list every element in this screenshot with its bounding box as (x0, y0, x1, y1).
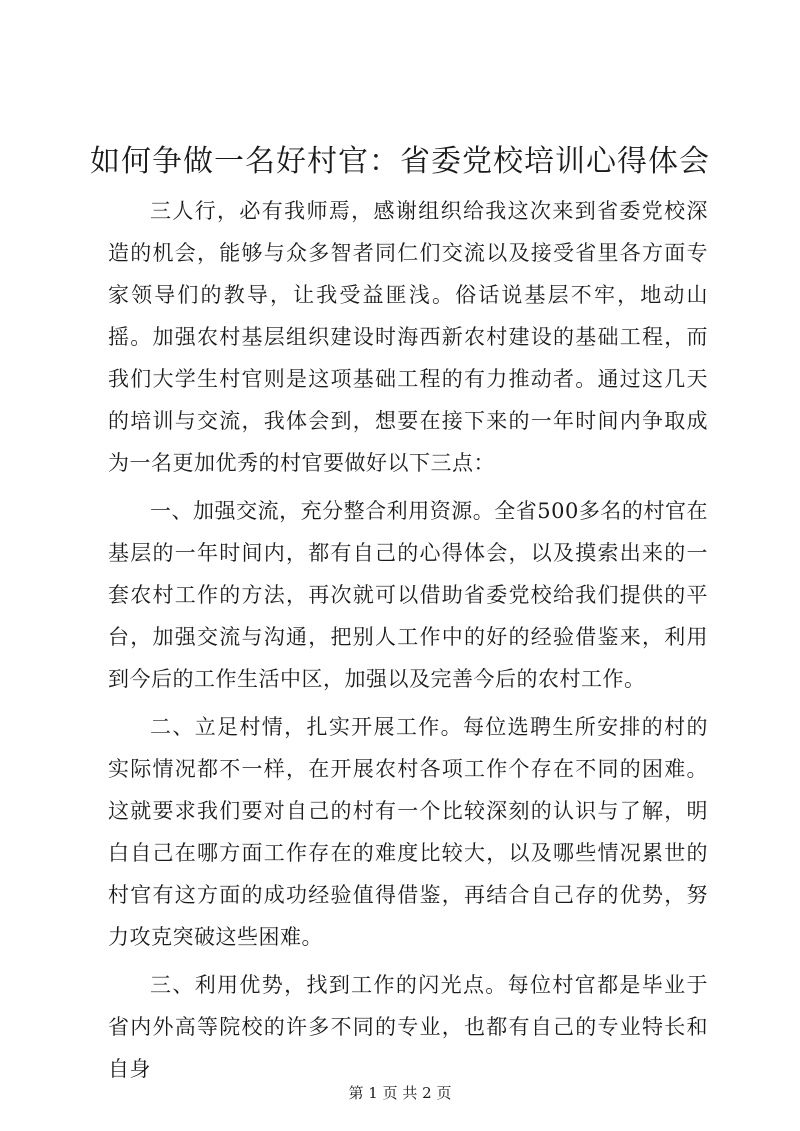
paragraph-point-three: 三、利用优势，找到工作的闪光点。每位村官都是毕业于省内外高等院校的许多不同的专业，也都有自己的专业特长和自身 (108, 973, 708, 1081)
paragraph-point-one: 一、加强交流，充分整合利用资源。全省500多名的村官在基层的一年时间内，都有自己的心得体会，以及摸索出来的一套农村工作的方法，再次就可以借助省委党校给我们提供的平台，加强交流与沟通，把别人工作中的好的经验借鉴来，利用到今后的工作生活中区，加强以及完善今后的农村工作。 (108, 499, 708, 691)
paragraph-intro: 三人行，必有我师焉，感谢组织给我这次来到省委党校深造的机会，能够与众多智者同仁们交流以及接受省里各方面专家领导们的教导，让我受益匪浅。俗话说基层不牢，地动山摇。加强农村基层组织建设时海西新农村建设的基础工程，而我们大学生村官则是这项基础工程的有力推动者。通过这几天的培训与交流，我体会到，想要在接下来的一年时间内争取成为一名更加优秀的村官要做好以下三点： (108, 199, 708, 475)
page-number-footer: 第 1 页 共 2 页 (348, 1084, 452, 1102)
document-title: 如何争做一名好村官：省委党校培训心得体会 (90, 144, 710, 179)
paragraph-point-two: 二、立足村情，扎实开展工作。每位选聘生所安排的村的实际情况都不一样，在开展农村各项工作个存在不同的困难。这就要求我们要对自己的村有一个比较深刻的认识与了解，明白自己在哪方面工作存在的难度比较大，以及哪些情况累世的村官有这方面的成功经验值得借鉴，再结合自己存的优势，努力攻克突破这些困难。 (108, 715, 708, 949)
document-body (108, 190, 708, 1090)
